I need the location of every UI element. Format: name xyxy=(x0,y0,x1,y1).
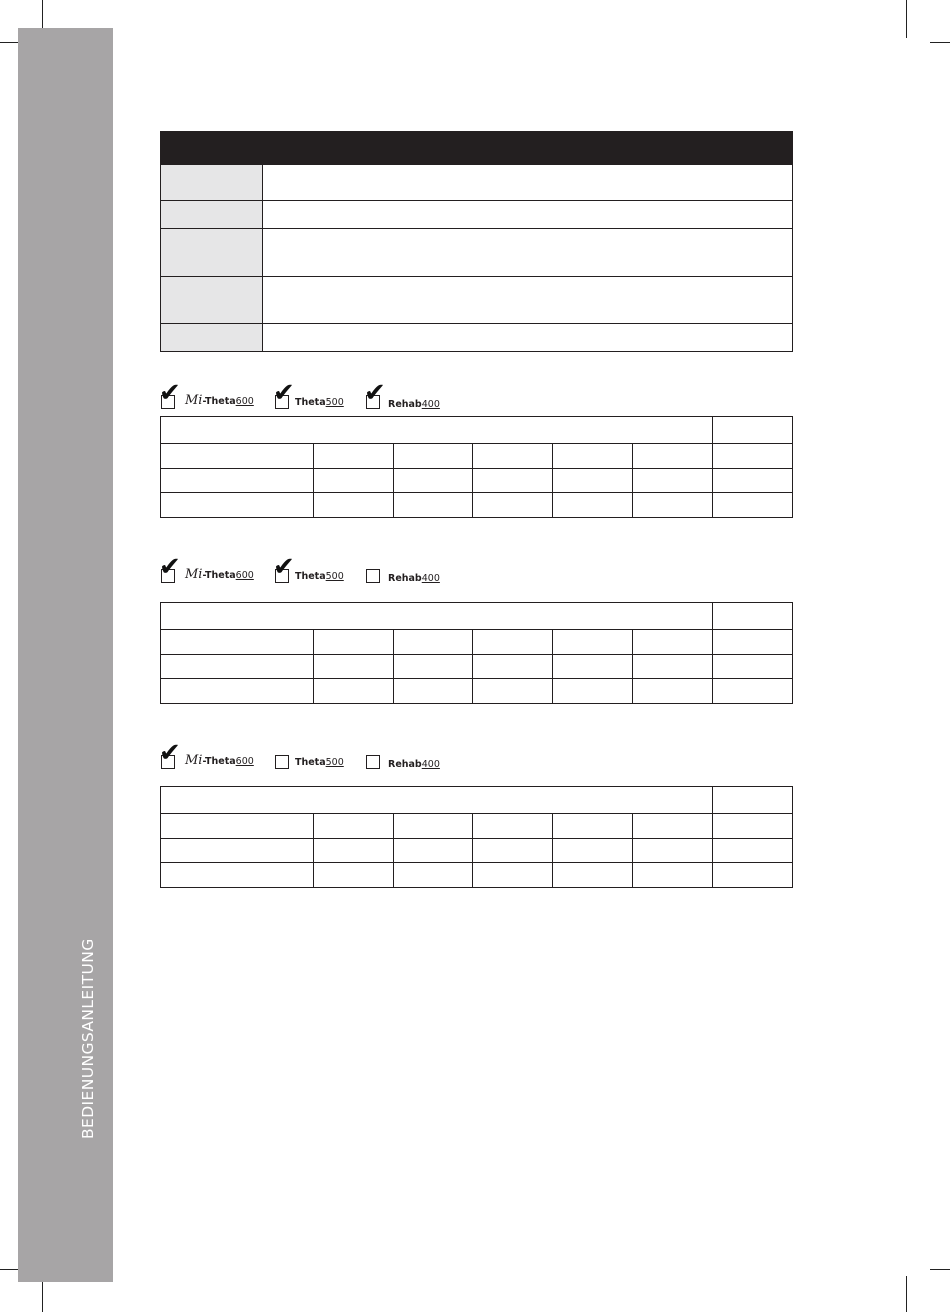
table-cell xyxy=(713,417,793,444)
table-cell xyxy=(553,468,633,493)
model-name: Mi-Theta600 xyxy=(185,753,254,768)
table-cell xyxy=(161,417,713,444)
crop-mark xyxy=(930,1269,950,1270)
crop-mark xyxy=(906,1276,907,1312)
spec-value-cell xyxy=(263,201,792,228)
table-cell xyxy=(473,444,553,469)
table-cell xyxy=(161,603,713,630)
table-row xyxy=(161,863,793,888)
crop-mark xyxy=(906,0,907,38)
table-cell xyxy=(393,493,473,518)
table-cell xyxy=(161,444,314,469)
table-cell xyxy=(553,814,633,839)
table-cell xyxy=(633,630,713,655)
table-cell xyxy=(313,863,393,888)
check-mark-icon: ✔ xyxy=(159,738,181,768)
table-cell xyxy=(713,468,793,493)
table-cell xyxy=(713,630,793,655)
table-cell xyxy=(313,444,393,469)
table-cell xyxy=(713,603,793,630)
model-name: Rehab400 xyxy=(388,399,440,410)
crop-mark xyxy=(930,42,950,43)
table-cell xyxy=(313,468,393,493)
spec-value-cell xyxy=(263,229,792,276)
spec-table-row xyxy=(160,201,793,229)
check-mark-icon: ✔ xyxy=(159,378,181,408)
spec-table-header xyxy=(160,131,793,165)
table-cell xyxy=(161,468,314,493)
check-mark-icon: ✔ xyxy=(273,378,295,408)
side-label: BEDIENUNGSANLEITUNG xyxy=(79,938,97,1139)
table-row xyxy=(161,838,793,863)
spec-label-cell xyxy=(161,165,263,200)
model-name: Mi-Theta600 xyxy=(185,567,254,582)
spec-value-cell xyxy=(263,165,792,200)
model-name: Mi-Theta600 xyxy=(185,393,254,408)
table-cell xyxy=(713,493,793,518)
table-cell xyxy=(633,654,713,679)
table-cell xyxy=(553,679,633,704)
table-cell xyxy=(713,838,793,863)
spec-table-row xyxy=(160,324,793,352)
table-cell xyxy=(161,654,314,679)
table-cell xyxy=(713,654,793,679)
model-name: Theta500 xyxy=(295,757,344,768)
table-cell xyxy=(313,493,393,518)
spec-label-cell xyxy=(161,324,263,351)
table-cell xyxy=(473,468,553,493)
model-selector xyxy=(159,378,480,412)
table-cell xyxy=(633,679,713,704)
model-name: Rehab400 xyxy=(388,573,440,584)
table-cell xyxy=(313,838,393,863)
spec-label-cell xyxy=(161,229,263,276)
table-cell xyxy=(633,468,713,493)
spec-table xyxy=(160,131,793,352)
table-cell xyxy=(161,493,314,518)
table-cell xyxy=(313,679,393,704)
table-cell xyxy=(313,654,393,679)
table-row xyxy=(161,493,793,518)
table-cell xyxy=(713,863,793,888)
table-cell xyxy=(473,838,553,863)
table-header-row xyxy=(161,787,793,814)
model-selector xyxy=(159,738,480,772)
table-cell xyxy=(553,493,633,518)
table-row xyxy=(161,468,793,493)
table-cell xyxy=(473,814,553,839)
table-cell xyxy=(633,838,713,863)
model-selector xyxy=(159,552,480,586)
table-cell xyxy=(473,630,553,655)
check-mark-icon: ✔ xyxy=(273,552,295,582)
table-cell xyxy=(161,787,713,814)
table-cell xyxy=(161,630,314,655)
model-name: Rehab400 xyxy=(388,759,440,770)
table-cell xyxy=(633,444,713,469)
table-cell xyxy=(313,630,393,655)
table-row xyxy=(161,630,793,655)
table-cell xyxy=(553,630,633,655)
table-cell xyxy=(713,679,793,704)
model-checkbox[interactable] xyxy=(366,569,380,583)
table-cell xyxy=(633,493,713,518)
spec-table-row xyxy=(160,277,793,324)
table-cell xyxy=(633,863,713,888)
table-cell xyxy=(713,787,793,814)
table-cell xyxy=(161,679,314,704)
table-cell xyxy=(633,814,713,839)
side-band xyxy=(18,28,113,1282)
table-cell xyxy=(393,863,473,888)
table-cell xyxy=(473,863,553,888)
model-checkbox[interactable] xyxy=(275,755,289,769)
table-cell xyxy=(553,863,633,888)
table-cell xyxy=(713,814,793,839)
table-row xyxy=(161,679,793,704)
check-mark-icon: ✔ xyxy=(364,378,386,408)
table-cell xyxy=(393,630,473,655)
spec-label-cell xyxy=(161,277,263,323)
table-cell xyxy=(553,444,633,469)
table-header-row xyxy=(161,417,793,444)
check-mark-icon: ✔ xyxy=(159,552,181,582)
table-cell xyxy=(393,838,473,863)
table-cell xyxy=(393,654,473,679)
table-row xyxy=(161,814,793,839)
table-cell xyxy=(393,679,473,704)
table-cell xyxy=(553,654,633,679)
spec-label-cell xyxy=(161,201,263,228)
model-name: Theta500 xyxy=(295,571,344,582)
table-header-row xyxy=(161,603,793,630)
spec-value-cell xyxy=(263,324,792,351)
table-cell xyxy=(473,493,553,518)
table-cell xyxy=(161,863,314,888)
table-cell xyxy=(161,838,314,863)
table-cell xyxy=(393,814,473,839)
table-row xyxy=(161,654,793,679)
data-table xyxy=(160,416,793,518)
table-cell xyxy=(313,814,393,839)
spec-table-row xyxy=(160,229,793,277)
table-cell xyxy=(713,444,793,469)
table-cell xyxy=(393,444,473,469)
model-checkbox[interactable] xyxy=(366,755,380,769)
spec-table-row xyxy=(160,165,793,201)
table-cell xyxy=(553,838,633,863)
table-cell xyxy=(161,814,314,839)
table-cell xyxy=(393,468,473,493)
table-row xyxy=(161,444,793,469)
spec-value-cell xyxy=(263,277,792,323)
table-cell xyxy=(473,654,553,679)
data-table xyxy=(160,786,793,888)
data-table xyxy=(160,602,793,704)
table-cell xyxy=(473,679,553,704)
model-name: Theta500 xyxy=(295,397,344,408)
